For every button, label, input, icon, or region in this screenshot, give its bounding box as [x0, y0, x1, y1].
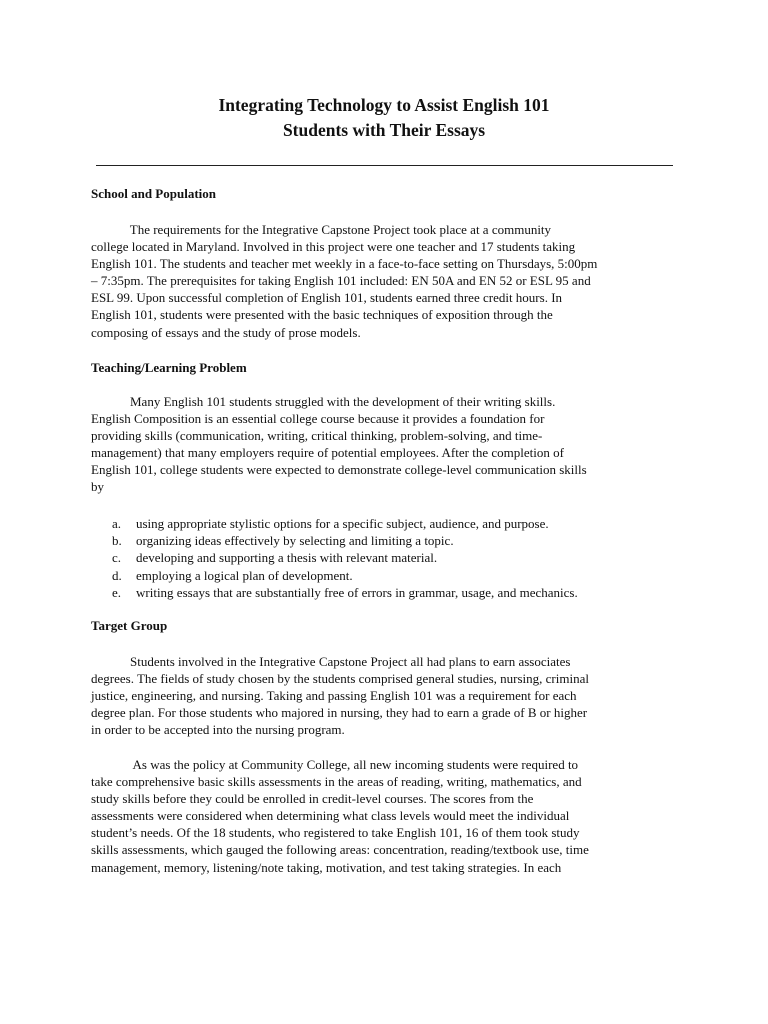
text-line: composing of essays and the study of prose models.	[91, 324, 361, 340]
list-label: d.	[112, 567, 122, 583]
heading-target-group: Target Group	[91, 618, 168, 633]
paragraph-target-group-1	[91, 653, 679, 738]
text-line: assessments were considered when determining what class levels would meet the individual	[91, 808, 570, 824]
text-line: management, memory, listening/note taking, motivation, and test taking strategies. In each	[91, 859, 562, 875]
skills-list	[112, 515, 578, 601]
text-line: English 101, students were presented with the basic techniques of exposition through the	[91, 307, 553, 323]
list-label: e.	[112, 584, 122, 600]
list-item	[112, 584, 578, 601]
text-line: English 101. The students and teacher met weekly in a face-to-face setting on Thursdays, 5:00pm	[91, 256, 598, 272]
list-item	[112, 567, 578, 584]
paragraph-teaching-learning-problem	[91, 393, 679, 496]
list-item	[112, 532, 578, 549]
text-line: Students involved in the Integrative Capstone Project all had plans to earn associates	[91, 654, 571, 669]
list-item	[112, 549, 578, 566]
text-line: degree plan. For those students who majored in nursing, they had to earn a grade of B or higher	[91, 705, 588, 721]
text-line: ESL 99. Upon successful completion of English 101, students earned three credit hours. In	[91, 290, 563, 306]
list-text: developing and supporting a thesis with relevant material.	[136, 550, 438, 566]
text-line: by	[91, 479, 104, 495]
text-line: Many English 101 students struggled with the development of their writing skills.	[91, 394, 556, 409]
title-divider	[96, 165, 673, 166]
text-line: – 7:35pm. The prerequisites for taking English 101 included: EN 50A and EN 52 or ESL 95 and	[91, 273, 591, 289]
text-line: student’s needs. Of the 18 students, who registered to take English 101, 16 of them took study	[91, 825, 580, 841]
paragraph-school-population	[91, 221, 679, 341]
text-line: providing skills (communication, writing, critical thinking, problem-solving, and time-	[91, 428, 543, 444]
list-text: writing essays that are substantially free of errors in grammar, usage, and mechanics.	[136, 584, 578, 600]
list-text: employing a logical plan of development.	[136, 567, 353, 583]
list-item	[112, 515, 578, 532]
list-text: using appropriate stylistic options for a specific subject, audience, and purpose.	[136, 516, 549, 531]
text-line: The requirements for the Integrative Capstone Project took place at a community	[91, 222, 552, 237]
text-line: management) that many employers require of potential employees. After the completion of	[91, 445, 564, 461]
title-line-1: Integrating Technology to Assist English 101	[218, 95, 550, 115]
heading-school-population: School and Population	[91, 186, 216, 201]
list-text: organizing ideas effectively by selecting and limiting a topic.	[136, 533, 454, 549]
list-label: b.	[112, 533, 122, 549]
paragraph-target-group-2	[91, 756, 679, 876]
text-line: take comprehensive basic skills assessments in the areas of reading, writing, mathematics, and	[91, 774, 582, 790]
document-title	[0, 93, 768, 143]
title-line-2: Students with Their Essays	[282, 120, 486, 140]
text-line: in order to be accepted into the nursing program.	[91, 722, 345, 738]
text-line: degrees. The fields of study chosen by the students comprised general studies, nursing, criminal	[91, 671, 589, 687]
text-line: skills assessments, which gauged the following areas: concentration, reading/textbook use, time	[91, 842, 589, 858]
text-line: English 101, college students were expected to demonstrate college-level communication skills	[91, 462, 587, 478]
text-line: study skills before they could be enrolled in credit-level courses. The scores from the	[91, 791, 534, 807]
heading-teaching-learning-problem: Teaching/Learning Problem	[91, 360, 247, 375]
text-line: English Composition is an essential college course because it provides a foundation for	[91, 411, 545, 427]
text-line: As was the policy at Community College, all new incoming students were required to	[91, 757, 579, 772]
list-label: c.	[112, 550, 122, 566]
text-line: college located in Maryland. Involved in this project were one teacher and 17 students taking	[91, 239, 576, 255]
list-label: a.	[112, 516, 122, 531]
text-line: justice, engineering, and nursing. Taking and passing English 101 was a requirement for each	[91, 688, 577, 704]
